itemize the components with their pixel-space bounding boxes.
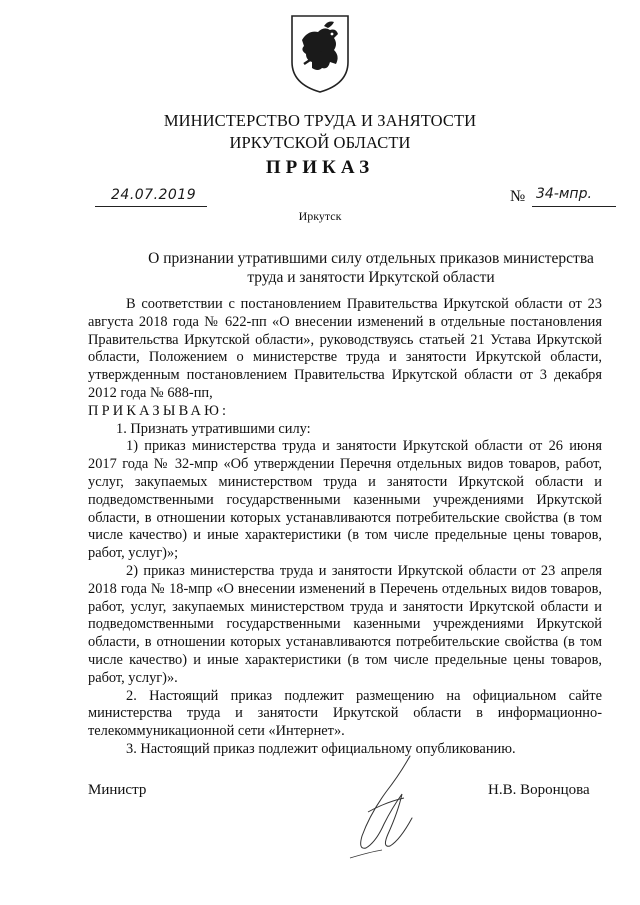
date-underline	[95, 206, 207, 207]
signer-name: Н.В. Воронцова	[488, 782, 590, 798]
item-1-1: 1) приказ министерства труда и занятости Иркутской области от 26 июня 2017 года № 32-мпр «Об утверждении Перечня отдельных видов товаров, работ, услуг, закупаемых министерством труда и занятости Иркутской области и подведомственными государственными казенными учреждениями Иркутской области, в отношении которых устанавливаются потребительские свойства (в том числе качество) и иные характеристики (в том числе предельные цены товаров, работ, услуг)»;	[88, 438, 602, 562]
ministry-line-2: ИРКУТСКОЙ ОБЛАСТИ	[229, 133, 411, 152]
item-1: 1. Признать утратившими силу:	[116, 420, 311, 437]
order-subject: О признании утратившими силу отдельных приказов министерства труда и занятости Иркутской области	[148, 250, 594, 286]
irkutsk-coat-of-arms-icon	[288, 12, 352, 94]
order-body	[88, 296, 602, 759]
item-2: 2. Настоящий приказ подлежит размещению на официальном сайте министерства труда и занятости Иркутской области в информационно-телекоммуникационной сети «Интернет».	[88, 687, 602, 740]
order-number-value: 34-мпр.	[536, 186, 592, 202]
number-underline	[532, 206, 616, 207]
order-date-value: 24.07.2019	[111, 187, 197, 203]
order-number-prefix: №	[510, 188, 526, 205]
city: Иркутск	[298, 209, 342, 223]
item-3: 3. Настоящий приказ подлежит официальному опубликованию.	[126, 740, 516, 757]
command-word: ПРИКАЗЫВАЮ:	[88, 402, 230, 419]
ministry-line-1: МИНИСТЕРСТВО ТРУДА И ЗАНЯТОСТИ	[163, 111, 477, 130]
handwritten-signature	[340, 752, 450, 862]
document-type-title: ПРИКАЗ	[265, 157, 375, 178]
ministry-name	[0, 110, 640, 154]
preamble-paragraph: В соответствии с постановлением Правительства Иркутской области от 23 августа 2018 года № 622-пп «О внесении изменений в отдельные постановления Правительства Иркутской области», руководствуясь статьей 21 Устава Иркутской области, Положением о министерстве труда и занятости Иркутской области, утвержденным постановлением Правительства Иркутской области от 3 декабря 2012 года № 688-пп,	[88, 296, 602, 401]
item-1-2: 2) приказ министерства труда и занятости Иркутской области от 23 апреля 2018 года № 18-мпр «О внесении изменений в Перечень отдельных видов товаров, работ, услуг, закупаемых министерством труда и занятости Иркутской области и подведомственными государственными казенными учреждениями Иркутской области, в отношении которых устанавливаются потребительские свойства (в том числе качество) и иные характеристики (в том числе предельные цены товаров, работ, услуг)».	[88, 562, 602, 686]
signer-title: Министр	[88, 782, 147, 798]
